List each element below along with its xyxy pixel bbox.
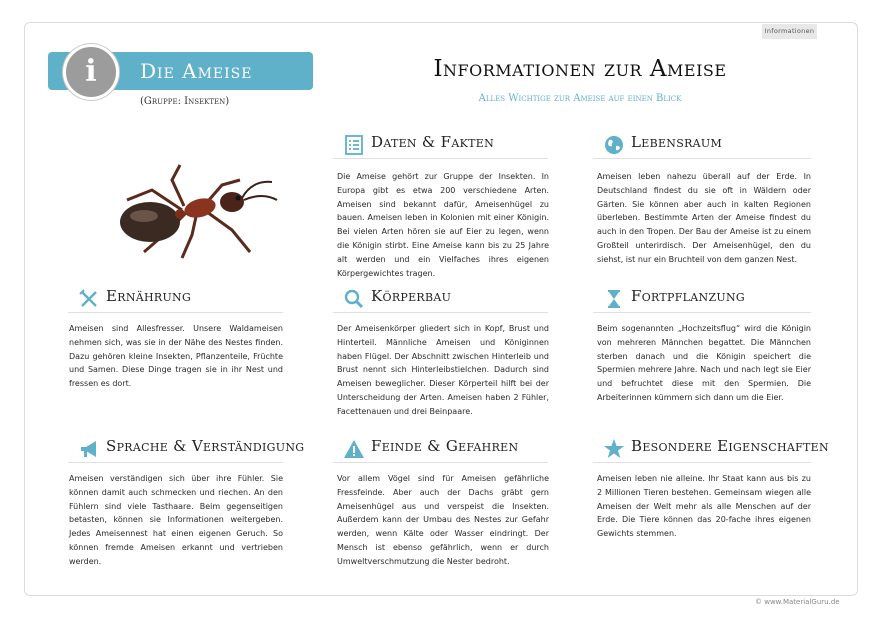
copyright-footer: © www.MaterialGuru.de [755,598,840,606]
section-text-koerperbau: Der Ameisenkörper gliedert sich in Kopf, Brust und Hinterteil. Männliche Ameisen und Königinnen haben Flügel. Der Abschnitt zwischen Hinterleib und Brust nennt sich Hinterleibstielchen. Dadurch sind Ameisen beweglicher. Dieser Körperteil hilft bei der Unterscheidung der Arten. Ameisen haben 2 Fühler, Facettenauen und drei Beinpaare. [337,324,549,416]
globe-icon [603,134,625,156]
category-tag: Informationen [762,24,817,39]
section-header-sprache [68,436,305,463]
section-title: Körperbau [371,287,452,305]
star-icon [603,438,625,460]
section-title: Feinde & Gefahren [371,437,519,455]
magnifier-icon [343,288,365,310]
page-title: Informationen zur Ameise [433,56,727,82]
section-title: Daten & Fakten [371,133,495,151]
section-title: Besondere Eigenschaften [631,437,829,455]
animal-group: (Gruppe: Insekten) [140,96,230,107]
section-text-fortpflanzung: Beim sogenannten „Hochzeitsflug“ wird die Königin von mehreren Männchen begattet. Die Männchen sterben danach und die Königin speichert die Spermien mehrere Jahre. Nach und nach legt sie Eier und befruchtet diese mit den Spermien. Die Arbeiterinnen kümmern sich dann um die Eier. [597,324,811,402]
section-title: Fortpflanzung [631,287,745,305]
section-text-feinde: Vor allem Vögel sind für Ameisen gefährliche Fressfeinde. Aber auch der Dachs gräbt gern Ameisenhügel aus und verspeist die Insekten. Außerdem kann der Umbau des Nestes zur Gefahr werden, wenn Kälte oder Wasser eindringt. Der Mensch ist ebenso gefährlich, wenn er durch Umweltverschmutzung die Nester bedroht. [337,474,549,566]
ant-illustration [72,160,282,260]
section-text-besondere: Ameisen leben nie alleine. Ihr Staat kann aus bis zu 2 Millionen Tieren bestehen. Gemeinsam wiegen alle Ameisen der Welt mehr als alle Menschen auf der Erde. Die Tiere können das 20-fache ihres eigenen Gewichts stemmen. [597,474,811,539]
animal-title: Die Ameise [140,59,253,83]
hourglass-icon [603,288,625,310]
section-header-feinde [333,436,548,463]
section-title: Ernährung [106,287,192,305]
section-header-fortpflanzung [593,286,811,313]
section-header-koerperbau [333,286,548,313]
warning-icon [343,438,365,460]
section-text-daten: Die Ameise gehört zur Gruppe der Insekten. In Europa gibt es etwa 200 verschiedene Arten. Ameisen sind bekannt dafür, Ameisenhügel zu bauen. Ameisen leben in Kolonien mit einer Königin. Bei vielen Arten hören sie auf Eier zu legen, wenn die Königin stirbt. Eine Ameise kann bis zu 25 Jahre alt werden und ein Vielfaches ihres eigenen Körpergewichtes tragen. [337,172,549,278]
section-text-ernaehrung: Ameisen sind Allesfresser. Unsere Waldameisen nehmen sich, was sie in der Nähe des Nestes finden. Dazu gehören kleine Insekten, Pflanzenteile, Früchte und Samen. Diese Dinge tragen sie in ihr Nest und fressen es dort. [69,324,283,389]
cutlery-icon [78,288,100,310]
list-icon [343,134,365,156]
section-header-lebensraum [593,132,811,159]
section-text-sprache: Ameisen verständigen sich über ihre Fühler. Sie können damit auch schmecken und riechen. An den Fühlern sind viele Tasthaare. Beim gegenseitigen betasten, können sie Informationen weitergeben. Jedes Ameisennest hat einen eigenen Geruch. So können fremde Ameisen erkannt und vertrieben werden. [69,474,283,566]
section-title: Sprache & Verständigung [106,437,305,455]
page-subtitle: Alles Wichtige zur Ameise auf einen Blick [478,93,682,104]
section-header-ernaehrung [68,286,283,313]
section-header-daten [333,132,548,159]
section-text-lebensraum: Ameisen leben nahezu überall auf der Erde. In Deutschland findest du sie oft in Wäldern oder Gärten. Sie können aber auch in kalten Regionen überleben. Bestimmte Arten der Ameise findest du auch in den Tropen. Der Bau der Ameise ist zu einem Großteil unterirdisch. Der Ameisenhügel, den du siehst, ist nur ein Bruchteil von dem ganzen Nest. [597,172,811,264]
section-title: Lebensraum [631,133,723,151]
megaphone-icon [78,438,100,460]
section-header-besondere [593,436,829,463]
info-icon: i [63,44,119,100]
